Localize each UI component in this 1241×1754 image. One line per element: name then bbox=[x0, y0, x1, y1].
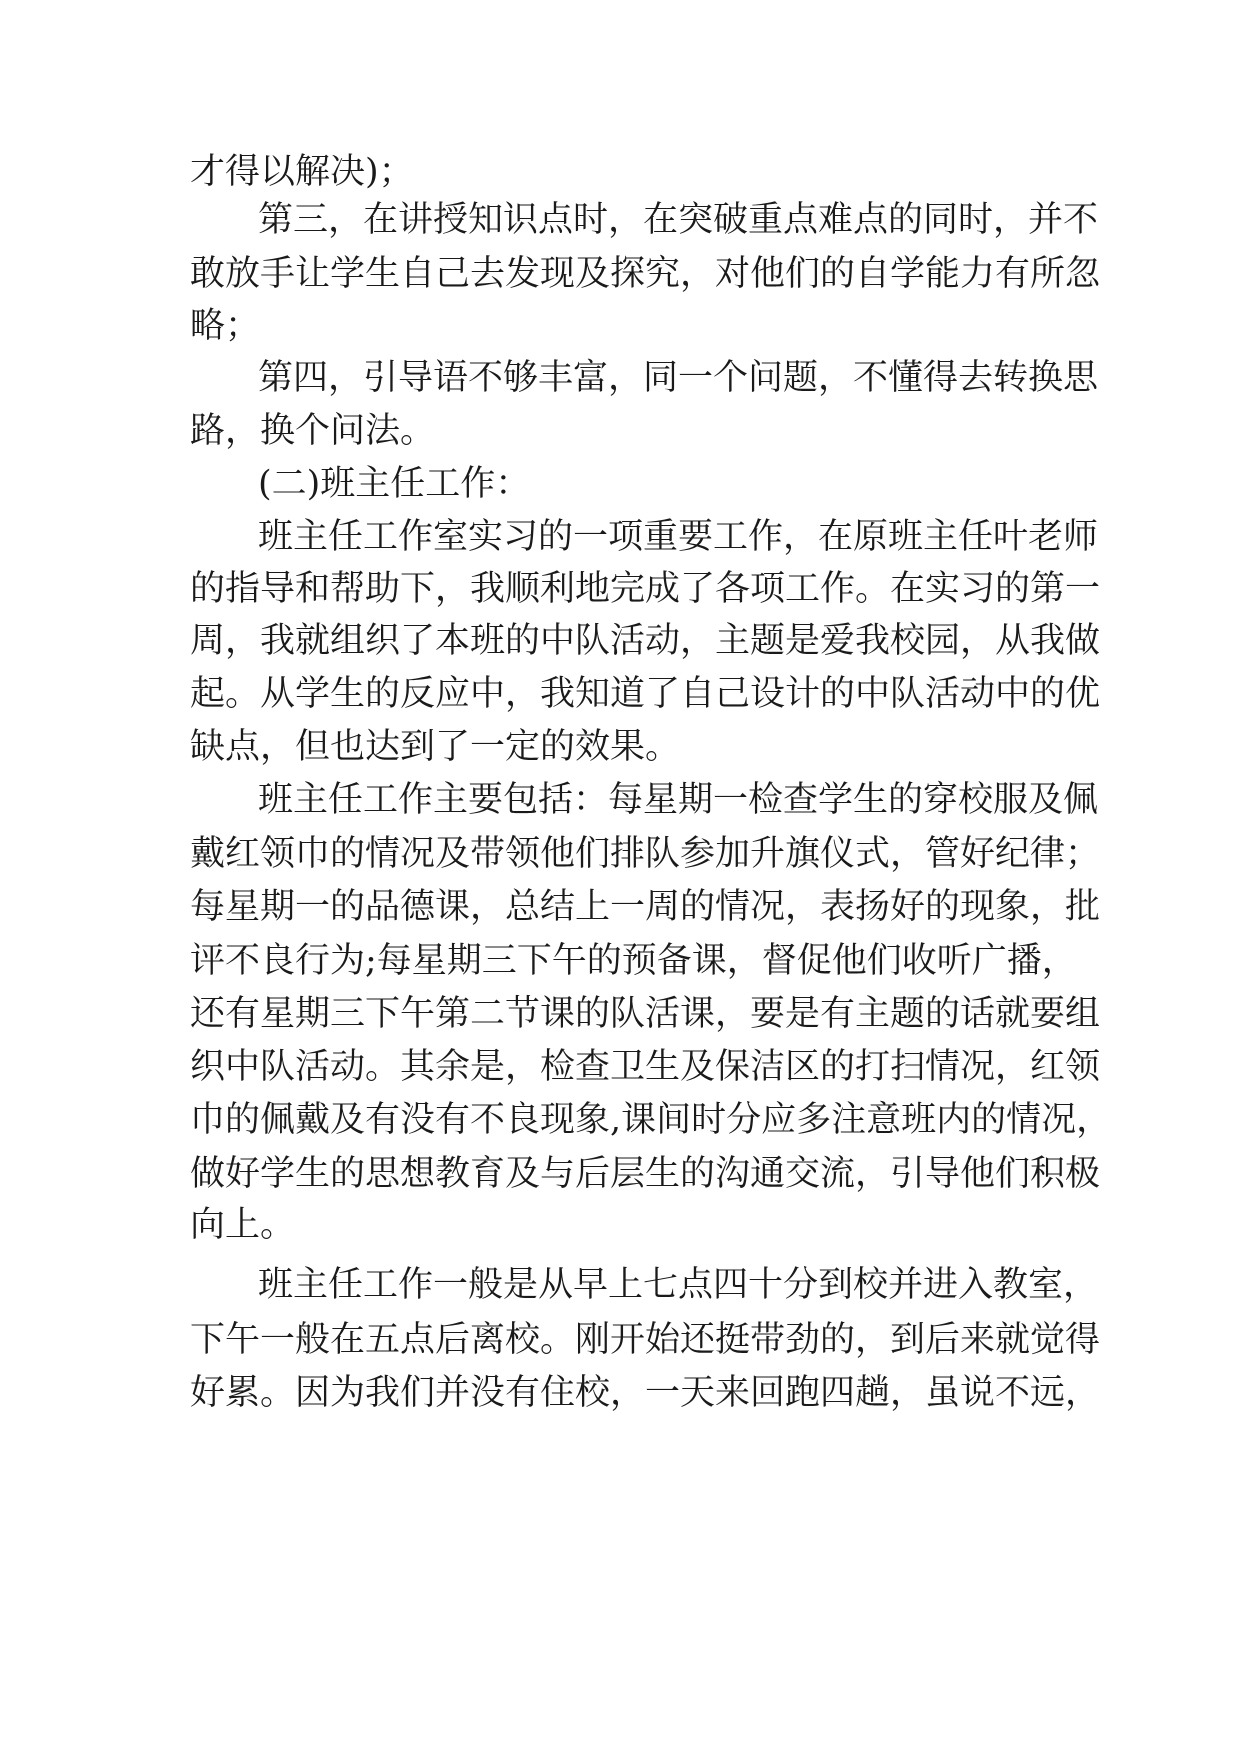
text-line: 评不良行为;每星期三下午的预备课，督促他们收听广播， bbox=[190, 941, 1077, 981]
text-line: 还有星期三下午第二节课的队活课，要是有主题的话就要组 bbox=[190, 994, 1101, 1034]
text-line: 敢放手让学生自己去发现及探究，对他们的自学能力有所忽 bbox=[190, 254, 1101, 294]
text-line: 做好学生的思想教育及与后层生的沟通交流，引导他们积极 bbox=[190, 1154, 1101, 1194]
paragraph-first-line: 班主任工作主要包括：每星期一检查学生的穿校服及佩 bbox=[258, 780, 1099, 820]
text-line: 每星期一的品德课，总结上一周的情况，表扬好的现象，批 bbox=[190, 887, 1101, 927]
paragraph-first-line: 第四，引导语不够丰富，同一个问题，不懂得去转换思 bbox=[258, 358, 1099, 398]
text-line: 的指导和帮助下，我顺利地完成了各项工作。在实习的第一 bbox=[190, 569, 1101, 609]
text-line: 向上。 bbox=[190, 1205, 296, 1245]
paragraph-first-line: 班主任工作一般是从早上七点四十分到校并进入教室， bbox=[258, 1265, 1099, 1305]
text-line: 才得以解决)； bbox=[190, 152, 414, 192]
text-line: 略； bbox=[190, 306, 261, 346]
text-line: 戴红领巾的情况及带领他们排队参加升旗仪式，管好纪律； bbox=[190, 834, 1101, 874]
section-heading: (二)班主任工作： bbox=[258, 464, 531, 504]
text-line: 好累。因为我们并没有住校，一天来回跑四趟，虽说不远， bbox=[190, 1373, 1101, 1413]
text-line: 起。从学生的反应中，我知道了自己设计的中队活动中的优 bbox=[190, 674, 1101, 714]
text-line: 下午一般在五点后离校。刚开始还挺带劲的，到后来就觉得 bbox=[190, 1320, 1101, 1360]
paragraph-first-line: 班主任工作室实习的一项重要工作，在原班主任叶老师 bbox=[258, 517, 1099, 557]
text-line: 巾的佩戴及有没有不良现象,课间时分应多注意班内的情况， bbox=[190, 1100, 1112, 1140]
text-line: 织中队活动。其余是，检查卫生及保洁区的打扫情况，红领 bbox=[190, 1047, 1101, 1087]
paragraph-first-line: 第三，在讲授知识点时，在突破重点难点的同时，并不 bbox=[258, 200, 1099, 240]
text-line: 缺点，但也达到了一定的效果。 bbox=[190, 727, 681, 767]
text-line: 周，我就组织了本班的中队活动，主题是爱我校园，从我做 bbox=[190, 621, 1101, 661]
text-line: 路，换个问法。 bbox=[190, 411, 436, 451]
